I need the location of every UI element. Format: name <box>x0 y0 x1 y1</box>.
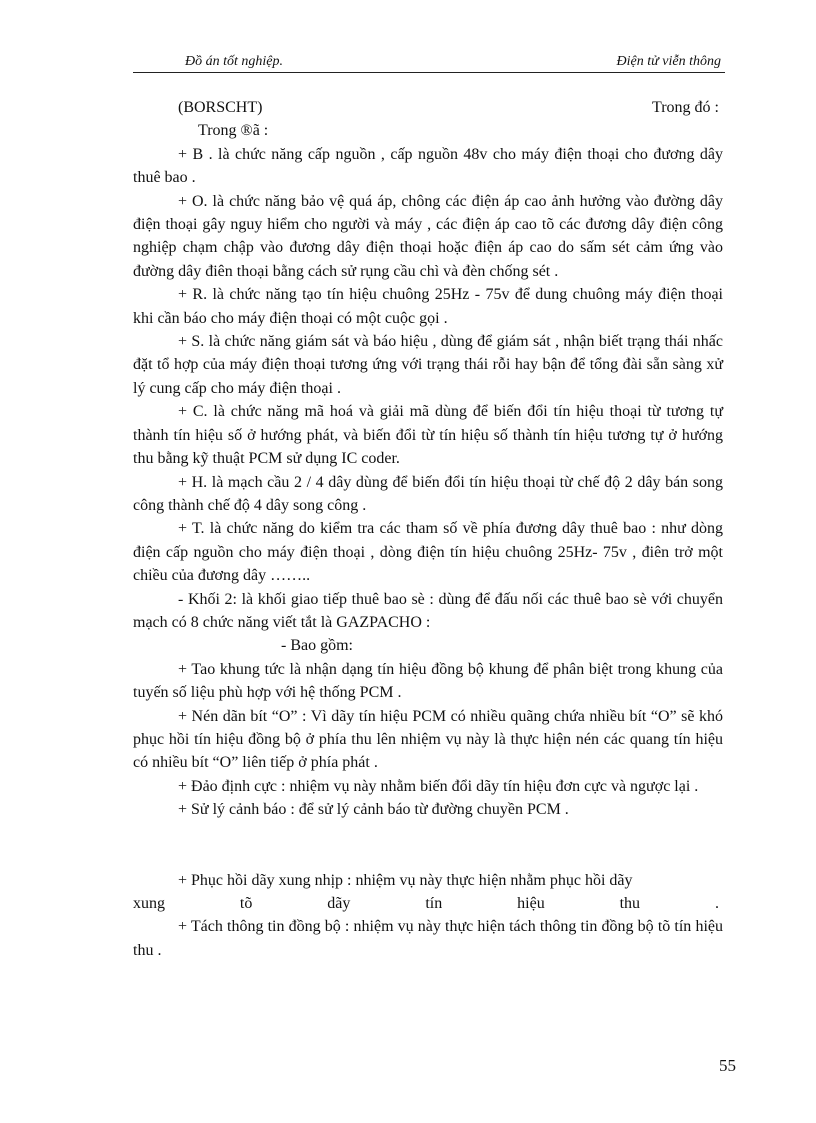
spaced-word: tõ <box>239 895 253 912</box>
bao-gom-label: - Bao gồm: <box>281 637 353 655</box>
spaced-word: dãy <box>327 895 351 912</box>
spaced-word: . <box>714 895 719 912</box>
paragraph-dao-dinh-cuc: + Đảo định cực : nhiệm vụ này nhằm biến đổi dãy tín hiệu đơn cực và ngược lại . <box>178 777 699 795</box>
paragraph-khoi-2: - Khối 2: là khối giao tiếp thuê bao sè : dùng để đấu nối các thuê bao sè với chuyển mạch có 8 chức năng viết tắt là GAZPACHO : <box>133 590 723 631</box>
paragraph-c: + C. là chức năng mã hoá và giải mã dùng để biến đổi tín hiệu thoại từ tương tự thành tín hiệu số ở hướng phát, và biến đổi từ tín hiệu số thành tín hiệu tương tự ở hướng thu bằng kỹ thuật PCM sử dụng IC coder. <box>133 403 723 468</box>
blank-gap <box>133 822 723 869</box>
borscht-label: (BORSCHT) <box>178 99 263 116</box>
document-body <box>133 96 723 962</box>
header-left-title: Đồ án tốt nghiệp. <box>185 54 283 69</box>
paragraph-b: + B . là chức năng cấp nguồn , cấp nguồn 48v cho máy điện thoại cho đương dây thuê bao . <box>133 145 723 187</box>
paragraph-o: + O. là chức năng bảo vệ quá áp, chông các điện áp cao ảnh hưởng vào đường dây điện thoại gây nguy hiểm cho người và máy , các điện áp cao tõ các đương dây điện công nghiệp chạm chập vào đương dây điện thoại hoặc điện áp cao do sấm sét cảm ứng vào đường dây điên thoại bằng cách sử rụng cầu chì và đèn chống sét . <box>133 192 723 280</box>
paragraph-t: + T. là chức năng do kiểm tra các tham số về phía đương dây thuê bao : như dòng điện cấp nguồn cho máy điện thoại , dòng điện tín hiệu chuông 25Hz- 75v , điên trở một chiều của đương dây …….. <box>133 520 723 585</box>
page-number: 55 <box>719 1056 736 1075</box>
intro-line <box>133 96 723 119</box>
spaced-word: thu <box>619 895 641 912</box>
paragraph-r: + R. là chức năng tạo tín hiệu chuông 25Hz - 75v để dung chuông máy điện thoại khi cần báo cho máy điện thoại có một cuộc gọi . <box>133 286 723 327</box>
page-header <box>133 52 725 73</box>
spaced-word: tín <box>425 895 443 912</box>
paragraph-phuc-hoi: + Phục hồi dãy xung nhịp : nhiệm vụ này thực hiện nhằm phục hồi dãy <box>178 871 633 889</box>
paragraph-tach-thong-tin: + Tách thông tin đồng bộ : nhiệm vụ này thực hiện tách thông tin đồng bộ tõ tín hiệu thu . <box>133 918 723 959</box>
paragraph-nen-dan-bit: + Nén dãn bít “O” : Vì dãy tín hiệu PCM có nhiều quãng chứa nhiều bít “O” sẽ khó phục hồi tín hiệu đồng bộ ở phía thu lên nhiệm vụ này là thực hiện nén các quang tín hiệu có nhiều bít “O” liên tiếp ở phía phát . <box>133 707 723 772</box>
header-right-title: Điện tử viễn thông <box>616 54 721 69</box>
spaced-word: hiệu <box>517 895 545 912</box>
paragraph-su-ly-canh-bao: + Sử lý cảnh báo : để sử lý cảnh báo từ đường chuyền PCM . <box>178 801 569 819</box>
trong-do-label: Trong đó : <box>652 99 719 116</box>
paragraph-h: + H. là mạch cầu 2 / 4 dây dùng để biến đổi tín hiệu thoại từ chế độ 2 dây bán song công thành chế độ 4 dây song công . <box>133 473 723 514</box>
spaced-line <box>133 892 723 915</box>
trong-da-label: Trong ®ã : <box>198 122 269 140</box>
paragraph-tao-khung: + Tao khung tức là nhận dạng tín hiệu đồng bộ khung để phân biệt trong khung của tuyến số liệu phù hợp với hệ thống PCM . <box>133 660 723 702</box>
spaced-word: xung <box>133 895 165 912</box>
paragraph-s: + S. là chức năng giám sát và báo hiệu , dùng để giám sát , nhận biết trạng thái nhấc đặt tổ hợp của máy điện thoại tương ứng với trạng thái rỗi hay bận để tổng đài sẵn sàng xử lý cung cấp cho máy điện thoại . <box>133 333 723 397</box>
